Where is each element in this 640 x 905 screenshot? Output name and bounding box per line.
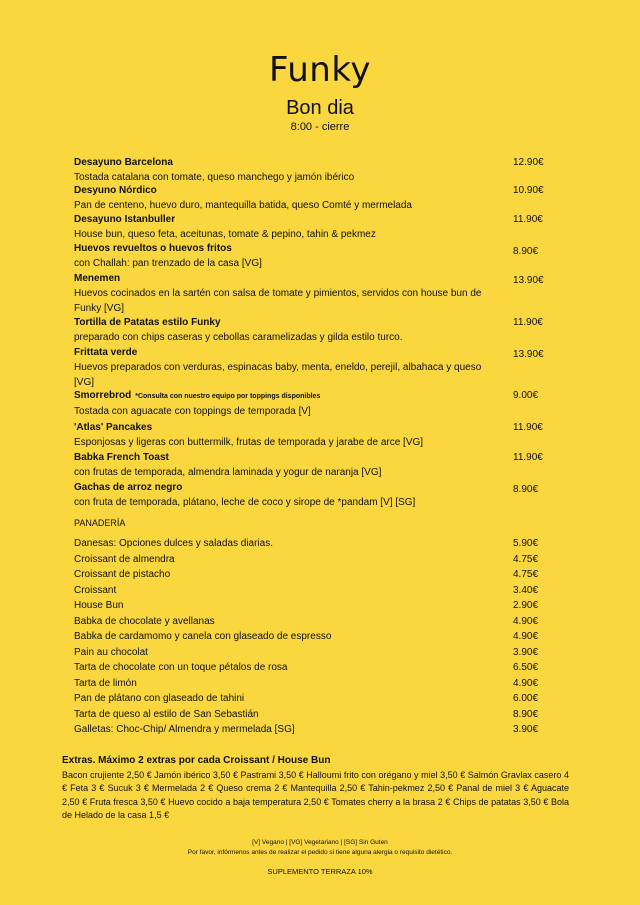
item-description: Tostada con aguacate con toppings de temporada [V]	[74, 406, 311, 417]
item-name: Babka French Toast	[74, 452, 169, 463]
item-description: Huevos cocinados en la sartén con salsa de tomate y pimientos, servidos con house bun de Funky [VG]	[74, 288, 482, 314]
bakery-item-name: Tarta de queso al estilo de San Sebastián	[74, 708, 259, 720]
bakery-item-name: Croissant	[74, 584, 117, 596]
bakery-row	[74, 642, 554, 658]
menu-item	[74, 315, 574, 345]
menu-item	[74, 480, 574, 510]
bakery-item-price: 6.50€	[513, 662, 539, 673]
bakery-item-price: 3.90€	[513, 646, 539, 658]
menu-item	[74, 241, 574, 271]
terrace-surcharge: SUPLEMENTO TERRAZA 10%	[267, 867, 373, 876]
item-price: 8.90€	[513, 484, 539, 495]
bakery-list	[74, 533, 554, 735]
bakery-row	[74, 611, 554, 627]
item-name: Huevos revueltos o huevos fritos	[74, 243, 232, 254]
bakery-section-title: PANADERÍA	[74, 518, 126, 528]
item-name-text: Smorrebrod	[74, 390, 132, 401]
item-price: 10.90€	[513, 185, 544, 196]
menu-item	[74, 420, 574, 450]
bakery-item-price: 6.00€	[513, 693, 539, 704]
item-name: Desyuno Nórdico	[74, 185, 157, 196]
item-price: 11.90€	[513, 452, 543, 463]
bakery-item-price: 4.90€	[513, 631, 539, 642]
bakery-item-name: Tarta de limón	[74, 677, 137, 689]
extras-title: Extras. Máximo 2 extras por cada Croissant / House Bun	[62, 755, 331, 766]
item-description: House bun, queso feta, aceitunas, tomate & pepino, tahin & pekmez	[74, 229, 376, 240]
menu-subtitle: Bon dia	[286, 97, 354, 119]
bakery-item-name: Croissant de pistacho	[74, 569, 171, 580]
item-name: Menemen	[74, 273, 121, 284]
item-description: con fruta de temporada, plátano, leche de coco y sirope de *pandam [V] [SG]	[74, 497, 416, 508]
menu-item	[74, 183, 574, 212]
breakfast-list	[74, 155, 574, 510]
bakery-row	[74, 564, 554, 580]
menu-item	[74, 388, 574, 420]
item-price: 13.90€	[513, 349, 544, 360]
bakery-row	[74, 657, 554, 673]
bakery-row	[74, 595, 554, 611]
item-description: preparado con chips caseras y cebollas caramelizadas y gilda estilo turco.	[74, 332, 403, 343]
item-name: Tortilla de Patatas estilo Funky	[74, 317, 221, 328]
item-price: 11.90€	[513, 317, 543, 328]
bakery-item-price: 4.75€	[513, 553, 539, 565]
bakery-row	[74, 533, 554, 549]
item-name: 'Atlas' Pancakes	[74, 422, 153, 433]
menu-item	[74, 345, 574, 388]
item-price: 9.00€	[513, 390, 539, 401]
menu-item	[74, 271, 574, 315]
bakery-item-name: Pain au chocolat	[74, 646, 148, 658]
item-description: Tostada catalana con tomate, queso manchego y jamón ibérico	[74, 172, 355, 183]
item-description: Esponjosas y ligeras con buttermilk, frutas de temporada y jarabe de arce [VG]	[74, 437, 424, 448]
bakery-row	[74, 580, 554, 596]
bakery-row	[74, 673, 554, 689]
opening-hours: 8:00 - cierre	[290, 121, 350, 133]
bakery-row	[74, 688, 554, 704]
menu-item	[74, 155, 574, 183]
bakery-item-price: 8.90€	[513, 708, 539, 720]
bakery-row	[74, 549, 554, 565]
bakery-row	[74, 626, 554, 642]
allergy-notice: Por favor, infórmenos antes de realizar el pedido si tiene alguna alergia o requisito dietético.	[187, 849, 453, 856]
bakery-item-price: 3.90€	[513, 724, 539, 735]
bakery-item-price: 4.90€	[513, 615, 539, 627]
bakery-item-price: 3.40€	[513, 584, 539, 596]
item-price: 11.90€	[513, 422, 543, 433]
diet-legend: [V] Vegano | [VG] Vegetariano | [SG] Sin Guten	[252, 839, 388, 846]
bakery-item-price: 4.90€	[513, 677, 539, 689]
bakery-item-name: Babka de cardamomo y canela con glaseado de espresso	[74, 631, 332, 642]
item-note: *Consulta con nuestro equipo por toppings disponibles	[135, 393, 321, 400]
item-price: 13.90€	[513, 275, 544, 286]
bakery-item-name: Tarta de chocolate con un toque pétalos de rosa	[74, 662, 288, 673]
bakery-row	[74, 704, 554, 720]
item-description: con frutas de temporada, almendra laminada y yogur de naranja [VG]	[74, 467, 382, 478]
bakery-item-name: Pan de plátano con glaseado de tahini	[74, 693, 245, 704]
bakery-item-price: 5.90€	[513, 538, 539, 549]
item-description: con Challah: pan trenzado de la casa [VG]	[74, 258, 262, 269]
bakery-item-name: Galletas: Choc-Chip/ Almendra y mermelada [SG]	[74, 724, 295, 735]
item-name: Gachas de arroz negro	[74, 482, 183, 493]
item-price: 12.90€	[513, 157, 544, 168]
bakery-item-name: Babka de chocolate y avellanas	[74, 615, 215, 627]
item-description: Huevos preparados con verduras, espinacas baby, menta, eneldo, perejil, albahaca y queso [VG]	[74, 362, 482, 388]
bakery-item-price: 2.90€	[513, 600, 539, 611]
menu-item	[74, 212, 574, 241]
item-name: Frittata verde	[74, 347, 138, 358]
item-name: Desayuno Istanbuller	[74, 214, 176, 225]
menu-item	[74, 450, 574, 480]
item-name	[74, 388, 574, 404]
bakery-item-price: 4.75€	[513, 569, 539, 580]
bakery-item-name: Danesas: Opciones dulces y saladas diarias.	[74, 538, 273, 549]
brand-title: Funky	[269, 50, 371, 90]
bakery-item-name: Croissant de almendra	[74, 553, 175, 565]
bakery-item-name: House Bun	[74, 600, 124, 611]
item-name: Desayuno Barcelona	[74, 157, 173, 168]
item-price: 11.90€	[513, 214, 543, 225]
extras-list: Bacon crujiente 2,50 € Jamón ibérico 3,50 € Pastrami 3,50 € Halloumi frito con orégano y miel 3,50 € Salmón Gravlax casero 4 € Feta 3 € Sucuk 3 € Mermelada 2 € Queso crema 2 € Mantequilla 2,50 € Tahin-pekmez 2,50 € Panal de miel 3 € Aguacate 2,50 € Fruta fresca 3,50 € Huevo cocido a baja temperatura 2,50 € Tomates cherry a la brasa 2 € Chips de patatas 3,50 € Bola de Helado de la casa 1,5 €	[62, 770, 569, 821]
item-price: 8.90€	[513, 246, 539, 257]
bakery-row	[74, 719, 554, 735]
item-description: Pan de centeno, huevo duro, mantequilla batida, queso Comté y mermelada	[74, 200, 412, 211]
